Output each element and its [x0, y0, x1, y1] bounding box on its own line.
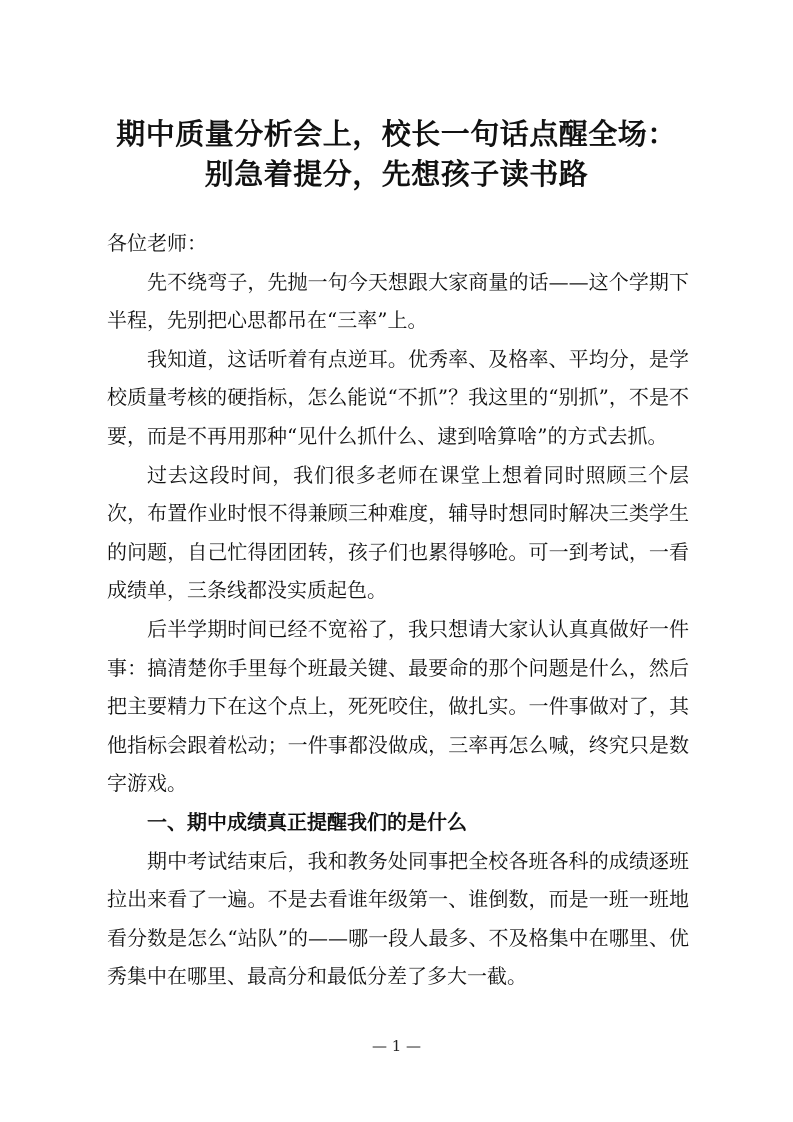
paragraph: 后半学期时间已经不宽裕了，我只想请大家认认真真做好一件事：搞清楚你手里每个班最关键、最要命的那个问题是什么，然后把主要精力下在这个点上，死死咬住，做扎实。一件事做对了，其他指标会跟着松动；一件事都没做成，三率再怎么喊，终究只是数字游戏。	[107, 616, 689, 796]
paragraph: 过去这段时间，我们很多老师在课堂上想着同时照顾三个层次，布置作业时恨不得兼顾三种难度，辅导时想同时解决三类学生的问题，自己忙得团团转，孩子们也累得够呛。可一到考试，一看成绩单，三条线都没实质起色。	[107, 462, 689, 603]
salutation: 各位老师：	[107, 231, 207, 255]
paragraph: 先不绕弯子，先抛一句今天想跟大家商量的话——这个学期下半程，先别把心思都吊在“三率”上。	[107, 269, 689, 333]
paragraph: 我知道，这话听着有点逆耳。优秀率、及格率、平均分，是学校质量考核的硬指标，怎么能说“不抓”？我这里的“别抓”，不是不要，而是不再用那种“见什么抓什么、逮到啥算啥”的方式去抓。	[107, 346, 689, 448]
paragraph: 期中考试结束后，我和教务处同事把全校各班各科的成绩逐班拉出来看了一遍。不是去看谁年级第一、谁倒数，而是一班一班地看分数是怎么“站队”的——哪一段人最多、不及格集中在哪里、优秀集中在哪里、最高分和最低分差了多大一截。	[107, 848, 689, 989]
document-title-line-1: 期中质量分析会上，校长一句话点醒全场：	[116, 117, 677, 151]
document-title-line-2: 别急着提分，先想孩子读书路	[204, 157, 589, 191]
document-body	[107, 224, 689, 996]
section-heading: 一、期中成绩真正提醒我们的是什么	[147, 809, 467, 834]
page-number: — 1 —	[371, 1037, 422, 1055]
